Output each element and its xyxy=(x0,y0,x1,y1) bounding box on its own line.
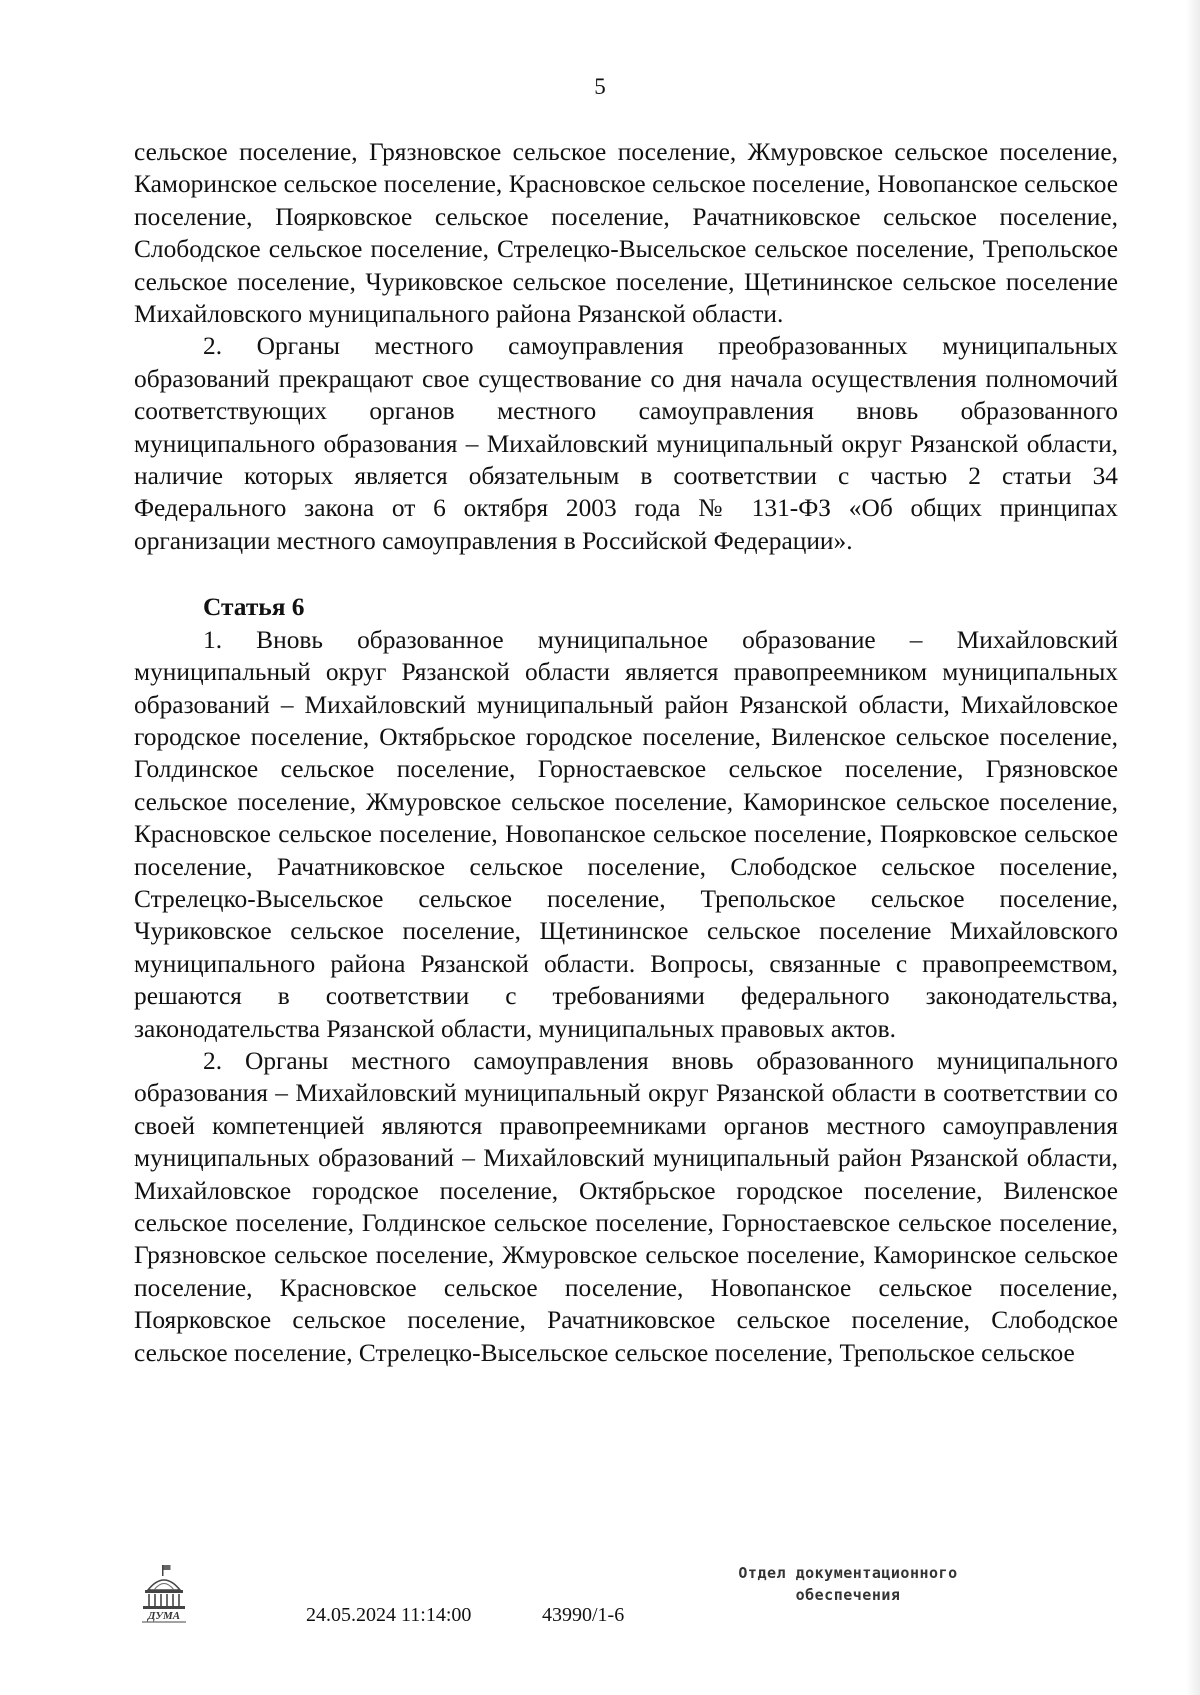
paragraph-article5-item2: 2. Органы местного самоуправления преобразованных муниципальных образований прекращают свое существование со дня начала осуществления полномочий соответствующих органов местного самоуправления вновь образованного муниципального образования – Михайловский муниципальный округ Рязанской области, наличие которых является обязательным в соответствии с частью 2 статьи 34 Федерального закона от 6 октября 2003 года № 131-ФЗ «Об общих принципах организации местного самоуправления в Российской Федерации». xyxy=(134,332,1118,555)
page-number: 5 xyxy=(594,74,606,99)
paragraph-article6-item1: 1. Вновь образованное муниципальное образование – Михайловский муниципальный округ Рязанской области является правопреемником муниципальных образований – Михайловский муниципальный район Рязанской области, Михайловское городское поселение, Октябрьское городское поселение, Виленское сельское поселение, Голдинское сельское поселение, Горностаевское сельское поселение, Грязновское сельское поселение, Жмуровское сельское поселение, Каморинское сельское поселение, Красновское сельское поселение, Новопанское сельское поселение, Поярковское сельское поселение, Рачатниковское сельское поселение, Слободское сельское поселение, Стрелецко-Высельское сельское поселение, Трепольское сельское поселение, Чуриковское сельское поселение, Щетининское сельское поселение Михайловского муниципального района Рязанской области. Вопросы, связанные с правопреемством, решаются в соответствии с требованиями федерального законодательства, законодательства Рязанской области, муниципальных правовых актов. xyxy=(134,625,1118,1043)
paragraph-article6-item2: 2. Органы местного самоуправления вновь образованного муниципального образования – Михайловский муниципальный округ Рязанской области в соответствии со своей компетенцией являются правопреемниками органов местного самоуправления муниципальных образований – Михайловский муниципальный район Рязанской области, Михайловское городское поселение, Октябрьское городское поселение, Виленское сельское поселение, Голдинское сельское поселение, Горностаевское сельское поселение, Грязновское сельское поселение, Жмуровское сельское поселение, Каморинское сельское поселение, Красновское сельское поселение, Новопанское сельское поселение, Поярковское сельское поселение, Рачатниковское сельское поселение, Слободское сельское поселение, Стрелецко-Высельское сельское поселение, Трепольское сельское xyxy=(134,1046,1118,1367)
scan-edge xyxy=(1186,0,1200,1695)
footer-date: 24.05.2024 11:14:00 xyxy=(306,1604,472,1626)
logo-text: ДУМА xyxy=(147,1610,181,1622)
footer-dept-line2: обеспечения xyxy=(795,1586,901,1604)
article-heading: Статья 6 xyxy=(203,593,305,622)
footer-department-stamp xyxy=(708,1562,988,1606)
page-footer xyxy=(0,1560,1200,1670)
footer-doc-number: 43990/1-6 xyxy=(542,1604,625,1626)
duma-building-icon xyxy=(138,1564,190,1624)
footer-dept-line1: Отдел документационного xyxy=(738,1564,958,1582)
paragraph-continuation: сельское поселение, Грязновское сельское поселение, Жмуровское сельское поселение, Каморинское сельское поселение, Красновское сельское поселение, Новопанское сельское поселение, Поярковское сельское поселение, Рачатниковское сельское поселение, Слободское сельское поселение, Стрелецко-Высельское сельское поселение, Трепольское сельское поселение, Чуриковское сельское поселение, Щетининское сельское поселение Михайловского муниципального района Рязанской области. xyxy=(134,138,1118,329)
document-body xyxy=(134,136,1118,1369)
